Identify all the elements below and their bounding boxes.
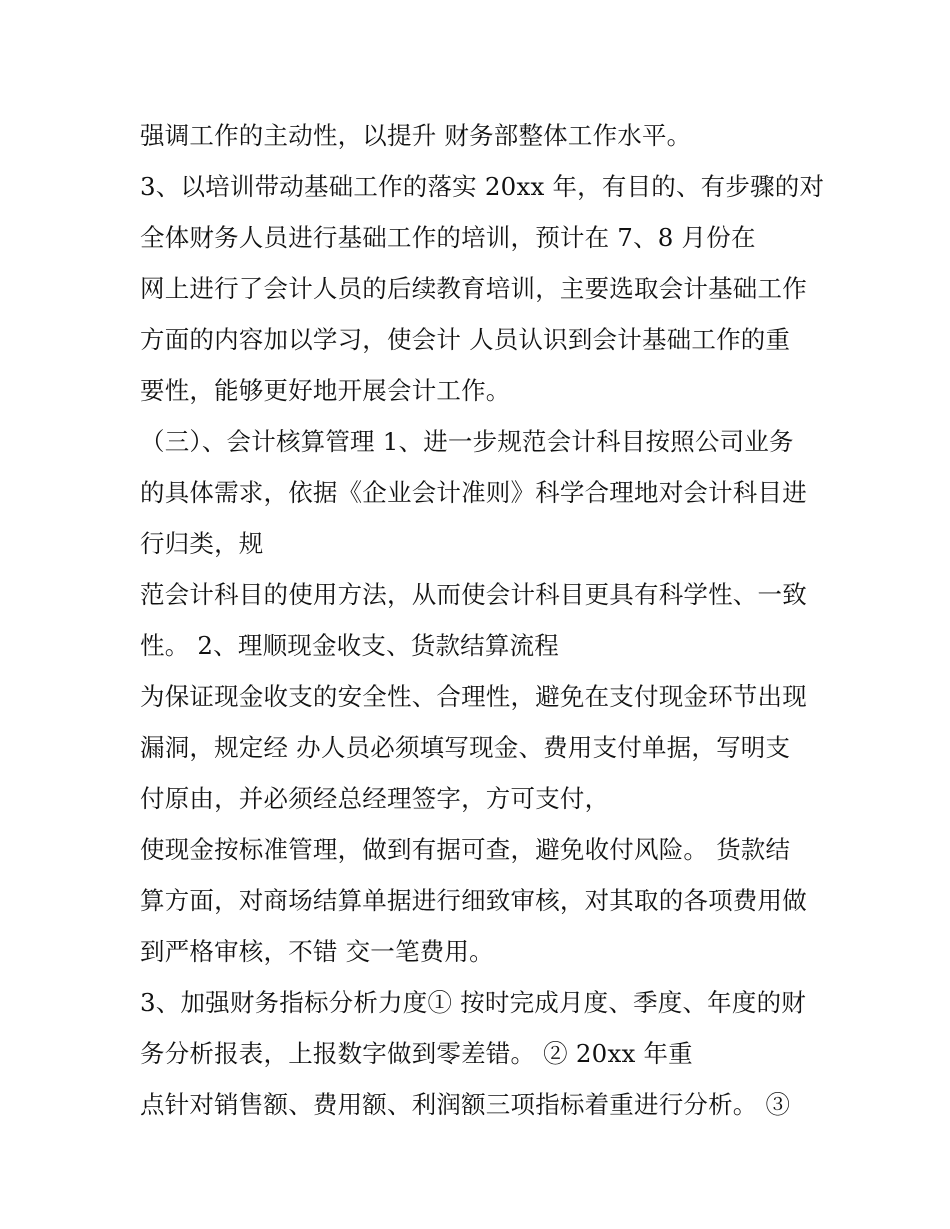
text-line-11: 性。 2、理顺现金收支、货款结算流程 [140,631,559,660]
text-line-6: 要性，能够更好地开展会计工作。 [140,376,511,405]
text-line-12: 为保证现金收支的安全性、合理性，避免在支付现金环节出现 [140,682,807,711]
text-line-13: 漏洞，规定经 办人员必须填写现金、费用支付单据，写明支 [140,733,791,762]
document-body [140,110,825,1130]
text-line-17: 到严格审核，不错 交一笔费用。 [140,937,494,966]
text-line-19: 务分析报表，上报数字做到零差错。 ② 20xx 年重 [140,1039,693,1068]
text-line-2: 3、以培训带动基础工作的落实 20xx 年，有目的、有步骤的对 [140,172,825,201]
text-line-20: 点针对销售额、费用额、利润额三项指标着重进行分析。 ③ [140,1090,791,1119]
text-line-1: 强调工作的主动性，以提升 财务部整体工作水平。 [140,121,692,150]
text-line-10: 范会计科目的使用方法，从而使会计科目更具有科学性、一致 [140,580,807,609]
text-line-4: 网上进行了会计人员的后续教育培训，主要选取会计基础工作 [140,274,807,303]
text-line-15: 使现金按标准管理，做到有据可查，避免收付风险。 货款结 [140,835,791,864]
text-line-18: 3、加强财务指标分析力度① 按时完成月度、季度、年度的财 [140,988,806,1017]
text-line-7: （三）、会计核算管理 1、进一步规范会计科目按照公司业务 [140,427,794,456]
text-line-8: 的具体需求，依据《企业会计准则》科学合理地对会计科目进 [140,478,807,507]
text-line-9: 行归类，规 [140,529,264,558]
text-line-5: 方面的内容加以学习，使会计 人员认识到会计基础工作的重 [140,325,791,354]
text-line-16: 算方面，对商场结算单据进行细致审核，对其取的各项费用做 [140,886,807,915]
text-line-14: 付原由，并必须经总经理签字，方可支付， [140,784,610,813]
text-line-3: 全体财务人员进行基础工作的培训，预计在 7、8 月份在 [140,223,756,252]
